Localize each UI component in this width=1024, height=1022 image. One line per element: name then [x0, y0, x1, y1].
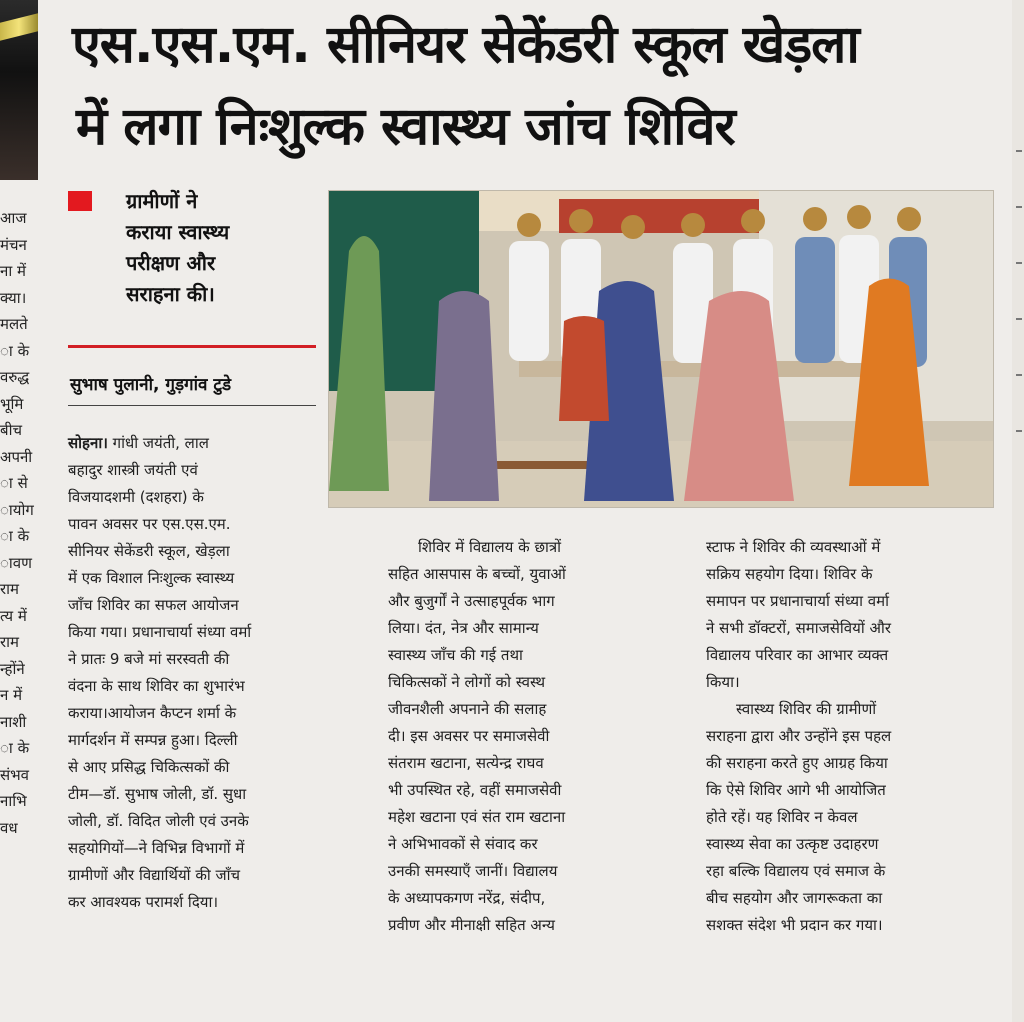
column-line: के अध्यापकगण नरेंद्र, संदीप,: [388, 889, 546, 907]
article-column-2: [388, 534, 676, 939]
adjacent-article-column: [0, 205, 44, 1005]
dateline: सोहना।: [68, 434, 108, 452]
adjacent-article-line: ा के: [0, 739, 30, 757]
adjacent-article-line: राम: [0, 633, 19, 651]
column-line: प्रवीण और मीनाक्षी सहित अन्य: [388, 916, 555, 934]
adjacent-article-line: मलते: [0, 315, 28, 333]
adjacent-photo-thumbnail: [0, 0, 38, 180]
divider-red: [68, 345, 316, 348]
column-line: कराया।आयोजन कैप्टन शर्मा के: [68, 704, 237, 722]
column-line: सहित आसपास के बच्चों, युवाओं: [388, 565, 566, 583]
column-line: स्वास्थ्य जाँच की गई तथा: [388, 646, 523, 664]
adjacent-article-line: वरुद्ध: [0, 368, 30, 386]
column-line: कि ऐसे शिविर आगे भी आयोजित: [706, 781, 886, 799]
adjacent-article-line: ना में: [0, 262, 26, 280]
column-line: महेश खटाना एवं संत राम खटाना: [388, 808, 566, 826]
adjacent-article-line: वध: [0, 818, 18, 837]
adjacent-article-line: ा से: [0, 474, 28, 492]
column-line: दी। इस अवसर पर समाजसेवी: [388, 727, 550, 745]
highlight-text: [126, 186, 336, 310]
column-line: ने प्रातः 9 बजे मां सरस्वती की: [68, 650, 230, 668]
column-line: रहा बल्कि विद्यालय एवं समाज के: [706, 862, 886, 880]
article-column-1: [68, 430, 356, 916]
adjacent-article-line: ायोग: [0, 500, 34, 519]
adjacent-article-line: मंचन: [0, 235, 27, 254]
adjacent-article-line: बीच: [0, 421, 22, 439]
column-line: सराहना द्वारा और उन्होंने इस पहल: [706, 727, 892, 745]
adjacent-article-line: न में: [0, 686, 23, 704]
column-line: सक्रिय सहयोग दिया। शिविर के: [706, 565, 873, 583]
column-line: टीम—डॉ. सुभाष जोली, डॉ. सुधा: [68, 785, 247, 803]
column-line: ग्रामीणों और विद्यार्थियों की जाँच: [68, 866, 241, 884]
column-line: में एक विशाल निःशुल्क स्वास्थ्य: [68, 569, 235, 587]
column-line: ने अभिभावकों से संवाद कर: [388, 835, 538, 853]
column-line: जीवनशैली अपनाने की सलाह: [388, 700, 547, 718]
divider: [68, 405, 316, 406]
adjacent-article-line: नाशी: [0, 712, 27, 731]
column-line: लिया। दंत, नेत्र और सामान्य: [388, 619, 539, 637]
column-line: [68, 430, 356, 457]
highlight-line: परीक्षण और: [126, 251, 216, 275]
column-line: सीनियर सेकेंडरी स्कूल, खेड़ला: [68, 542, 230, 560]
column-line: जाँच शिविर का सफल आयोजन: [68, 596, 239, 614]
column-line: मार्गदर्शन में सम्पन्न हुआ। दिल्ली: [68, 731, 238, 749]
adjacent-article-line: अपनी: [0, 447, 33, 466]
adjacent-article-line: ावण: [0, 553, 32, 572]
column-line: विद्यालय परिवार का आभार व्यक्त: [706, 646, 889, 664]
adjacent-article-line: त्य में: [0, 606, 27, 625]
adjacent-article-line: क्या।: [0, 288, 27, 307]
adjacent-article-line: संभव: [0, 765, 30, 784]
column-line: ने सभी डॉक्टरों, समाजसेवियों और: [706, 619, 891, 637]
column-line: जोली, डॉ. विदित जोली एवं उनके: [68, 812, 249, 830]
column-line: की सराहना करते हुए आग्रह किया: [706, 754, 888, 772]
column-line: वंदना के साथ शिविर का शुभारंभ: [68, 677, 245, 695]
column-line: और बुजुर्गों ने उत्साहपूर्वक भाग: [388, 592, 555, 610]
adjacent-article-line: भूमि: [0, 394, 24, 413]
byline: सुभाष पुलानी, गुड़गांव टुडे: [70, 375, 232, 395]
column-line: समापन पर प्रधानाचार्या संध्या वर्मा: [706, 592, 889, 610]
column-line: विजयादशमी (दशहरा) के: [68, 488, 204, 506]
column-line: होते रहें। यह शिविर न केवल: [706, 808, 858, 826]
adjacent-article-line: आज: [0, 209, 27, 227]
highlight-line: ग्रामीणों ने: [126, 189, 198, 213]
adjacent-article-line: ा के: [0, 341, 30, 360]
column-line: सहयोगियों—ने विभिन्न विभागों में: [68, 839, 245, 857]
column-line: कर आवश्यक परामर्श दिया।: [68, 893, 219, 911]
column-line: सशक्त संदेश भी प्रदान कर गया।: [706, 916, 883, 934]
article-column-3: [706, 534, 996, 939]
column-line: संतराम खटाना, सत्येन्द्र राघव: [388, 754, 544, 772]
adjacent-article-line: राम: [0, 580, 19, 598]
adjacent-article-line: नाभि: [0, 792, 27, 810]
column-line: पावन अवसर पर एस.एस.एम.: [68, 515, 231, 533]
column-line: स्वास्थ्य सेवा का उत्कृष्ट उदाहरण: [706, 835, 879, 853]
column-line: उनकी समस्याएँ जानीं। विद्यालय: [388, 862, 558, 880]
column-line: से आए प्रसिद्ध चिकित्सकों की: [68, 758, 230, 776]
column-line: किया गया। प्रधानाचार्या संध्या वर्मा: [68, 623, 252, 641]
column-line: स्वास्थ्य शिविर की ग्रामीणों: [736, 700, 877, 718]
column-line-text: गांधी जयंती, लाल: [112, 434, 209, 452]
bullet-square-icon: [68, 191, 92, 211]
adjacent-article-line: न्होंने: [0, 659, 25, 678]
column-line: भी उपस्थित रहे, वहीं समाजसेवी: [388, 781, 562, 799]
column-line: किया।: [706, 673, 740, 691]
page-edge: [1012, 0, 1024, 1022]
headline-line-1: एस.एस.एम. सीनियर सेकेंडरी स्कूल खेड़ला: [72, 15, 859, 75]
headline: [66, 0, 1024, 172]
highlight-line: सराहना की।: [126, 282, 215, 306]
column-line: बीच सहयोग और जागरूकता का: [706, 889, 883, 907]
highlight-line: कराया स्वास्थ्य: [126, 220, 230, 244]
column-line: शिविर में विद्यालय के छात्रों: [418, 538, 562, 556]
column-line: चिकित्सकों ने लोगों को स्वस्थ: [388, 673, 546, 691]
news-photo-health-camp: [328, 190, 994, 508]
adjacent-article-line: ा के: [0, 527, 30, 545]
column-line: स्टाफ ने शिविर की व्यवस्थाओं में: [706, 538, 881, 556]
headline-line-2: में लगा निःशुल्क स्वास्थ्य जांच शिविर: [76, 97, 735, 157]
column-line: बहादुर शास्त्री जयंती एवं: [68, 461, 198, 479]
